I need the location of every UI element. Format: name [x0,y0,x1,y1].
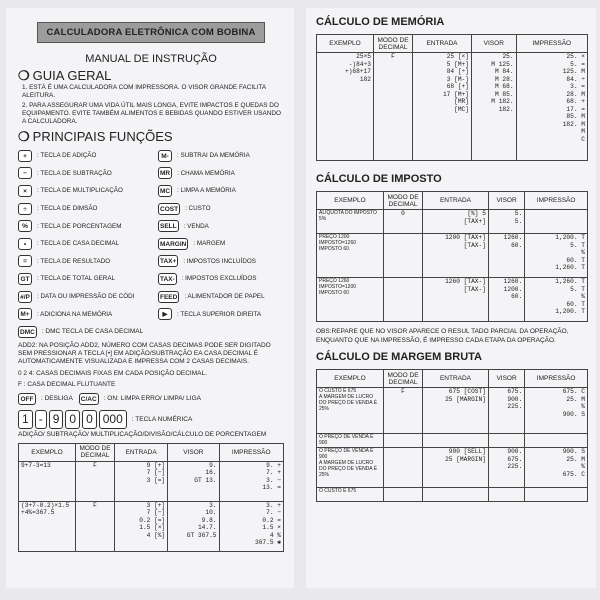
calculator-key-icon: ▶ [158,308,172,320]
key-function-label: : TECLA DE RESULTADO [37,257,111,265]
key-function-label: : TECLA DE MULTIPLICAÇÃO [37,187,123,195]
num-key-icon: 9 [49,410,64,429]
key-function-label: : TECLA DE TOTAL GERAL [37,275,116,283]
off-key-icon: OFF [18,393,36,405]
table-cell [384,448,423,488]
numeric-desc: ADIÇÃO/ SUBTRAÇÃO/ MULTIPLICAÇÃO/DIVISÃO/CÁLCULO DE PORCENTAGEM [18,430,267,438]
table-cell: 900 [SELL] 25 [MARGIN] [423,448,489,488]
key-function-item [158,166,282,182]
table-cell [423,488,489,502]
table-header: IMPRESSÃO [525,370,588,388]
on-label: : ON: LIMPA ERRO/ LIMPA/ LIGA [103,395,201,403]
right-page [306,8,596,588]
key-function-label: : ALIMENTADOR DE PAPEL [184,293,265,301]
calculator-key-icon: TAX+ [158,255,178,267]
key-function-item [158,254,282,270]
key-function-label: : TECLA DE CASA DECIMAL [37,240,120,248]
calculator-key-icon: = [18,255,32,267]
table-cell: PREÇO 1260 IMPOSTO=1200 IMPOSTO 60 [317,278,384,322]
key-function-list [18,148,284,322]
calculator-key-icon: ÷ [18,203,32,215]
table-header: MODO DE DECIMAL [76,443,115,461]
key-function-item [18,183,158,199]
calculator-key-icon: MC [158,185,172,197]
left-page [6,8,294,588]
key-function-label: : IMPOSTOS EXCLUÍDOS [181,275,257,283]
key-function-item [18,218,158,234]
calculator-key-icon: × [18,185,32,197]
table-cell: 675 [COST] 25 [MARGIN] [423,388,489,434]
note-f: F : CASA DECIMAL FLUTUANTE [18,380,116,388]
note-024: 0 2 4: CASAS DECIMAIS FIXAS EM CADA POSIÇÃO DECIMAL. [18,369,207,377]
key-function-label: : IMPOSTOS INCLUÍDOS [183,257,256,265]
key-function-label: : TECLA DE DIMSÃO [37,205,98,213]
table-cell: 1260 [TAX-] [TAX-] [423,278,489,322]
table-header: ENTRADA [413,35,472,53]
table-header: IMPRESSÃO [219,443,283,461]
key-function-item [18,236,158,252]
off-label: : DESLIGA [41,395,73,403]
table-cell [384,488,423,502]
table-cell: 1200 [TAX+] [TAX-] [423,234,489,278]
table-header: MODO DE DECIMAL [384,370,423,388]
table-cell: 1,260. T 5. T % 60. T 1,200. T [525,278,588,322]
margem-title: CÁLCULO DE MARGEM BRUTA [316,351,483,363]
table-header: VISOR [488,370,524,388]
table-cell: ALÍQUOTA DO IMPOSTO 5% [317,210,384,234]
key-function-label: : DATA OU IMPRESSÃO DE CÓDI [37,293,135,301]
table-cell: 25×5 -)84÷3 +)68+17 182 [317,53,374,161]
table-cell [384,234,423,278]
key-function-label: : MARGEM [193,240,226,248]
on-key-icon: C/AC [79,393,99,405]
key-function-item [158,148,282,164]
table-header: ENTRADA [423,370,489,388]
margem-table [316,369,588,502]
table-cell: 900. S 25. M % 675. C [525,448,588,488]
num-key-icon: 0 [65,410,80,429]
table-cell: 0 [384,210,423,234]
table-cell: [%] 5 [TAX+] [423,210,489,234]
calculator-key-icon: + [18,150,32,162]
basic-example-table [18,443,284,552]
key-function-item [158,218,282,234]
table-header: EXEMPLO [317,370,384,388]
table-cell: 9. 16. GT 13. [168,461,219,501]
bullet-icon: ❍ [18,129,30,144]
key-function-item [18,306,158,322]
table-cell: F [374,53,413,161]
table-cell: 5. 5. [488,210,524,234]
table-cell [525,210,588,234]
num-key-icon: 1 [18,410,33,429]
key-function-label: : TECLA DE PORCENTAGEM [37,222,122,230]
table-cell: O CUSTO É 675 A MARGEM DE LUCRO DO PREÇO DE VENDA É 25% [317,388,384,434]
calculator-key-icon: GT [18,273,32,285]
table-cell: O PREÇO DE VENDA É 900 [317,434,384,448]
key-function-item [158,306,282,322]
table-cell [384,434,423,448]
table-header: MODO DE DECIMAL [384,192,423,210]
table-cell: PREÇO 1200 IMPOSTO=1260 IMPOSTO 60. [317,234,384,278]
calculator-key-icon: % [18,220,32,232]
table-cell: (3+7-0.2)×1.5 +4%=367.5 [19,501,76,551]
dmc-key-icon: DMC [18,326,37,338]
table-cell: 9. + 7. + 3. − 13. = [219,461,283,501]
table-cell: 9+7-3=13 [19,461,76,501]
table-cell [525,434,588,448]
table-cell: 3. + 7. − 0.2 = 1.5 × 4 % 367.5 ✱ [219,501,283,551]
key-function-label: : CUSTO [185,205,211,213]
key-function-label: : TECLA DE ADIÇÃO [37,152,97,160]
key-function-item [158,289,282,305]
key-function-item [158,183,282,199]
key-function-label: : TECLA DE SUBTRAÇÃO [37,169,112,177]
memoria-table [316,34,588,161]
calculator-key-icon: TAX- [158,273,177,285]
table-cell: 9 [+] 7 [−] 3 [=] [115,461,168,501]
memoria-title: CÁLCULO DE MEMÓRIA [316,16,445,28]
calculator-key-icon: FEED [158,291,179,303]
guia-item-2: 2. PARA ASSEGURAR UMA VIDA ÚTIL MAIS LONGA, EVITE IMPACTOS E QUEDAS DO EQUIPAMENTO. EVITE TAMBÉM ALIMENTOS E BEBIDAS QUANDO ESTIVER USANDO A CALCULADORA. [22,102,281,125]
key-function-item [158,271,282,287]
table-cell [488,488,524,502]
table-header: EXEMPLO [19,443,76,461]
key-function-item [18,148,158,164]
calculator-key-icon: MR [158,167,172,179]
table-cell: 1260. 1200. 60. [488,278,524,322]
table-cell: 25 [×] 5 [M+] 84 [÷] 3 [M-] 68 [+] 17 [M+] [MR] [MC] [413,53,472,161]
table-cell: 675. 900. 225. [488,388,524,434]
obs-note: OBS:REPARE QUE NO VISOR APARECE O RESUL TADO PARCIAL DA OPERAÇÃO, ENQUANTO QUE NA IMPRESSÃO, É IMPRESSO CADA ETAPA DA OPERAÇÃO. [316,328,569,344]
table-header: MODO DE DECIMAL [374,35,413,53]
table-header: IMPRESSÃO [516,35,587,53]
key-function-item [18,201,158,217]
guia-heading: ❍ GUIA GERAL [18,68,112,83]
key-function-label: : TECLA SUPERIOR DIREITA [177,310,262,318]
table-cell: 1260. 60. [488,234,524,278]
table-header: VISOR [471,35,516,53]
key-function-label: : CHAMA MEMÓRIA [177,169,235,177]
table-cell: 25. × 5. = 125. M 84. ÷ 3. = 28. M 68. + 17. = 85. M 182. M M C [516,53,587,161]
dmc-label: : DMC TECLA DE CASA DECIMAL [41,328,144,336]
table-cell [488,434,524,448]
table-cell: 3. 10. 9.8. 14.7. GT 367.5 [168,501,219,551]
add2-note: ADD2: NA POSIÇÃO ADD2, NÚMERO COM CASAS DECIMAS PODE SER DIGITADO SEM PRESSIONAR A TECLA [•] EM ADIÇÃO/SUBTRAÇÃO EA CASA DECIMAL É AUTOMATICAMENTE VISUALIZADA E IMPRESSA COM 2 CASAS DECIMAIS. [18,341,271,365]
key-function-label: : SUBTRAI DA MEMÓRIA [177,152,250,160]
table-cell [384,278,423,322]
num-key-icon: - [35,410,47,429]
imposto-title: CÁLCULO DE IMPOSTO [316,173,442,185]
key-function-label: : LIMPA A MEMÓRIA [177,187,236,195]
table-cell: F [384,388,423,434]
table-header: EXEMPLO [317,192,384,210]
table-cell: 675. C 25. M % 900. S [525,388,588,434]
guia-item-1: 1. ESTÁ É UMA CALCULADORA COM IMPRESSORA. O VISOR GRANDE FACILITA ALEITURA. [22,84,266,99]
calculator-key-icon: • [18,238,32,250]
dmc-row [18,326,284,338]
calculator-key-icon: M+ [18,308,32,320]
table-cell [423,434,489,448]
power-row [18,393,284,405]
table-header: VISOR [168,443,219,461]
calculator-key-icon: COST [158,203,180,215]
table-cell: 3 [+] 7 [−] 0.2 [=] 1.5 [×] 4 [%] [115,501,168,551]
imposto-table [316,191,588,322]
table-cell: F [76,501,115,551]
calculator-key-icon: MARGIN [158,238,188,250]
calculator-key-icon: M- [158,150,172,162]
numeric-row [18,410,284,429]
num-key-icon: 0 [82,410,97,429]
key-function-label: : VENDA [183,222,209,230]
table-cell: F [76,461,115,501]
table-header: ENTRADA [115,443,168,461]
table-cell: 900. 675. 225. [488,448,524,488]
table-header: ENTRADA [423,192,489,210]
key-function-label: : ADICIONA NA MEMÓRIA [37,310,113,318]
calculator-key-icon: SELL [158,220,179,232]
table-cell: 25. M 125. M 84. M 28. M 68. M 85. M 182. 182. [471,53,516,161]
calculator-key-icon: #/P [18,291,32,303]
key-function-item [18,271,158,287]
calculator-key-icon: − [18,167,32,179]
key-function-item [18,289,158,305]
key-function-item [158,236,282,252]
table-cell: O PREÇO DE VENDA É 900 A MARGEM DE LUCRO DO PREÇO DE VENDA É 25% [317,448,384,488]
table-header: IMPRESSÃO [525,192,588,210]
key-function-item [158,201,282,217]
table-cell [525,488,588,502]
title-banner: CALCULADORA ELETRÔNICA COM BOBINA [37,22,265,43]
table-cell: O CUSTO É 675 [317,488,384,502]
numeric-label: : TECLA NUMÉRICA [131,415,193,423]
funcoes-heading: ❍ PRINCIPAIS FUNÇÕES [18,129,173,144]
key-function-item [18,254,158,270]
num-key-icon: 000 [99,410,127,429]
table-header: VISOR [488,192,524,210]
key-function-item [18,166,158,182]
manual-title: MANUAL DE INSTRUÇÃO [85,53,217,65]
bullet-icon: ❍ [18,68,30,83]
table-header: EXEMPLO [317,35,374,53]
table-cell: 1,200. T 5. T % 60. T 1,260. T [525,234,588,278]
